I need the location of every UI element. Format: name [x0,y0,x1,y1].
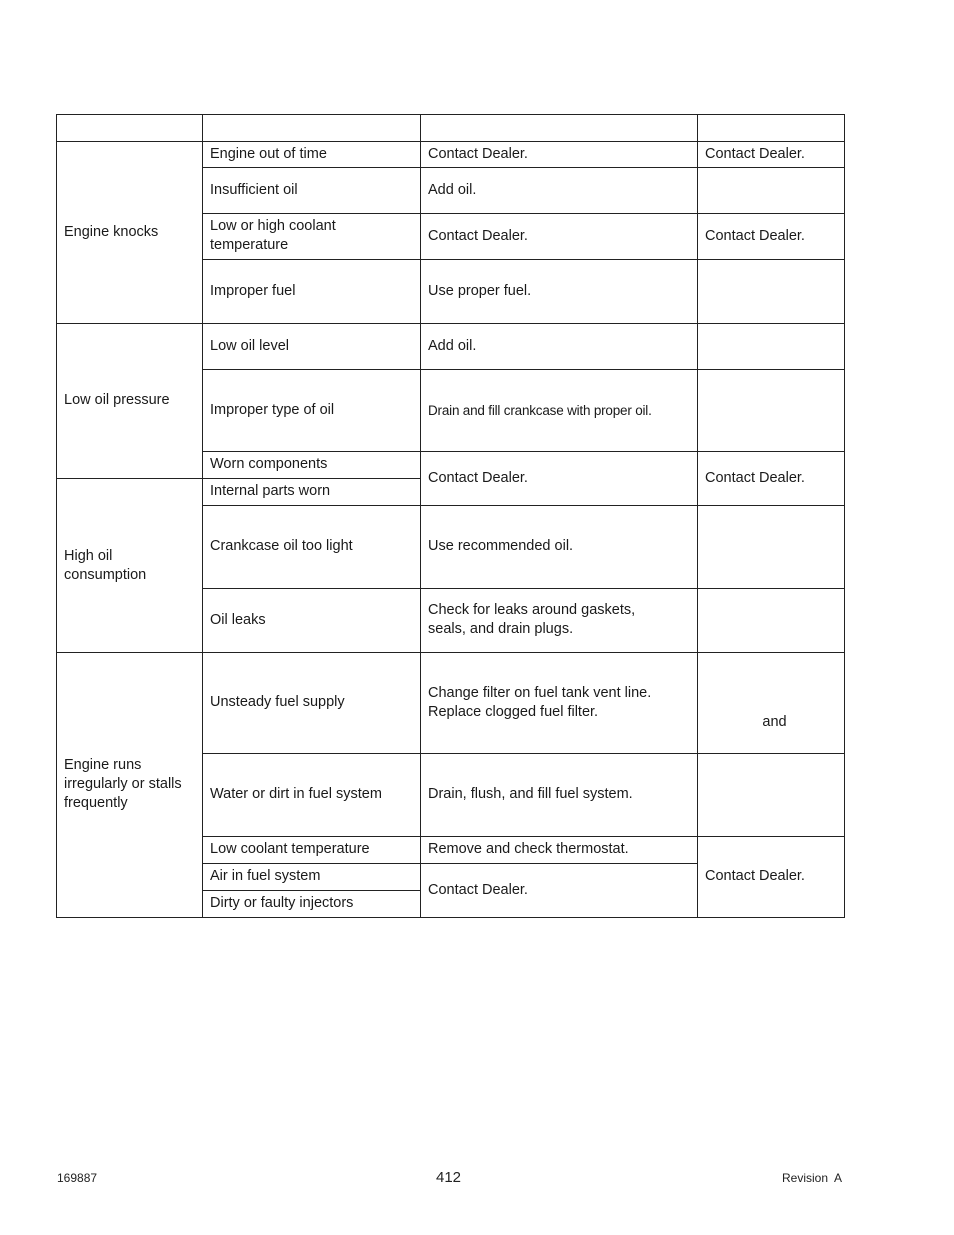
solution-cell: Add oil. [428,181,477,198]
solution-cell: Drain, flush, and fill fuel system. [428,786,633,802]
revision-label: Revision A [782,1171,843,1185]
solution-cell: Contact Dealer. [428,469,528,486]
doc-number: 169887 [57,1171,98,1185]
solution-cell: Drain and fill crankcase with proper oil. [428,402,652,418]
problem-cell: Low oil pressure [64,392,170,408]
solution-cell: Use proper fuel. [428,282,532,299]
cause-cell: Internal parts worn [210,483,331,499]
cause-cell: Dirty or faulty injectors [210,895,354,911]
cause-cell: Improper fuel [210,282,296,299]
reference-cell: Contact Dealer. [705,145,805,162]
cause-cell: Air in fuel system [210,868,321,884]
cause-cell: Worn components [210,456,328,472]
reference-cell: and [762,713,787,730]
cause-cell: Low or high coolant temperature [210,218,336,253]
cause-cell: Water or dirt in fuel system [210,786,382,802]
solution-cell: Contact Dealer. [428,881,528,898]
problem-cell: Engine runs irregularly or stalls frequently [64,757,182,811]
cause-cell: Low coolant temperature [210,841,370,857]
solution-cell: Remove and check thermostat. [428,841,629,857]
solution-cell: Change filter on fuel tank vent line. Replace clogged fuel filter. [428,684,652,720]
solution-cell: Use recommended oil. [428,538,574,554]
cause-cell: Insufficient oil [210,181,298,198]
problem-cell: High oil consumption [64,548,147,583]
cause-cell: Unsteady fuel supply [210,694,345,710]
reference-cell: Contact Dealer. [705,868,805,884]
page-number: 412 [436,1169,462,1186]
cause-cell: Oil leaks [210,611,266,628]
cause-cell: Improper type of oil [210,401,335,418]
solution-cell: Check for leaks around gaskets, seals, and drain plugs. [428,602,636,637]
solution-cell: Contact Dealer. [428,227,528,244]
cause-cell: Crankcase oil too light [210,538,353,554]
reference-cell: Contact Dealer. [705,469,805,486]
cause-cell: Low oil level [210,337,289,354]
cause-cell: Engine out of time [210,145,327,162]
reference-cell: Contact Dealer. [705,227,805,244]
problem-cell: Engine knocks [64,223,159,240]
solution-cell: Contact Dealer. [428,145,528,162]
solution-cell: Add oil. [428,337,477,354]
